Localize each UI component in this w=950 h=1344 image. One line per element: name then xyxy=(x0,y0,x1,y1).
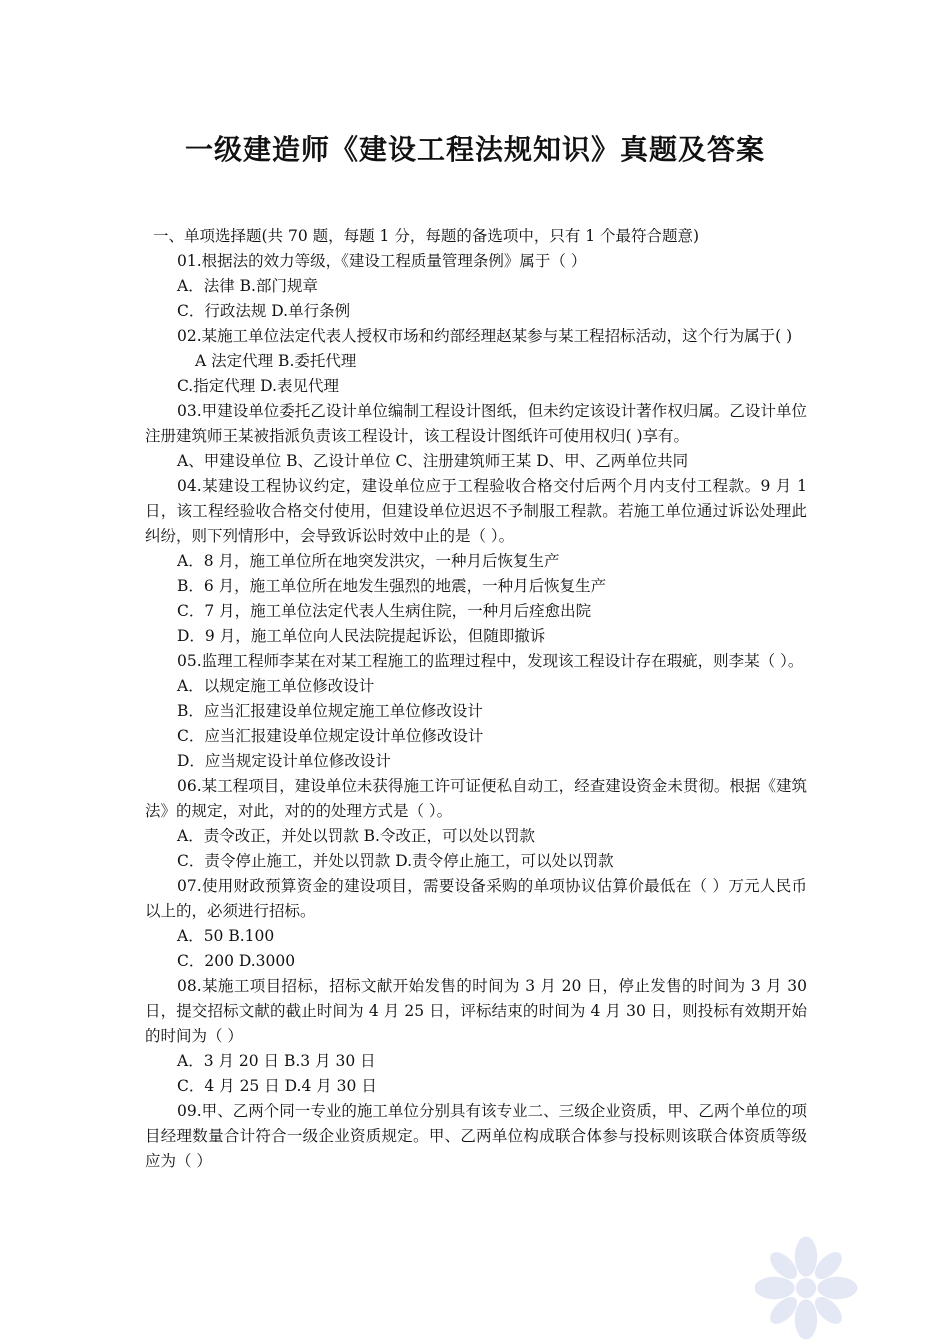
snowflake-watermark-icon xyxy=(750,1232,862,1344)
question-option: A．8 月，施工单位所在地突发洪灾，一种月后恢复生产 xyxy=(177,552,560,570)
question-option: D．9 月，施工单位向人民法院提起诉讼，但随即撤诉 xyxy=(177,627,546,645)
question-option: D．应当规定设计单位修改设计 xyxy=(177,752,391,770)
question-option: A．50 B.100 xyxy=(177,927,275,945)
question-stem: 01.根据法的效力等级，《建设工程质量管理条例》属于（ ） xyxy=(177,252,587,270)
question-option: A．责令改正，并处以罚款 B.令改正，可以处以罚款 xyxy=(177,827,535,845)
question-stem: 03.甲建设单位委托乙设计单位编制工程设计图纸，但未约定该设计著作权归属。乙设计单位注册建筑师王某被指派负责该工程设计，该工程设计图纸许可使用权归( )享有。 xyxy=(145,402,807,445)
section-heading: 一、单项选择题(共 70 题，每题 1 分，每题的备选项中，只有 1 个最符合题意) xyxy=(153,227,700,245)
question-option: A、甲建设单位 B、乙设计单位 C、注册建筑师王某 D、甲、乙两单位共同 xyxy=(177,452,689,470)
question-stem: 09.甲、乙两个同一专业的施工单位分别具有该专业二、三级企业资质，甲、乙两个单位的项目经理数量合计符合一级企业资质规定。甲、乙两单位构成联合体参与投标则该联合体资质等级应为（ ） xyxy=(145,1102,807,1170)
document-body xyxy=(145,224,807,1174)
question-option: B．6 月，施工单位所在地发生强烈的地震，一种月后恢复生产 xyxy=(177,577,607,595)
question-option: C．应当汇报建设单位规定设计单位修改设计 xyxy=(177,727,484,745)
question-option: C.指定代理 D.表见代理 xyxy=(177,377,339,395)
question-option: C．4 月 25 日 D.4 月 30 日 xyxy=(177,1077,377,1095)
question-option: B．应当汇报建设单位规定施工单位修改设计 xyxy=(177,702,483,720)
question-stem: 06.某工程项目，建设单位未获得施工许可证便私自动工，经查建设资金未贯彻。根据《建筑法》的规定，对此，对的的处理方式是（ ）。 xyxy=(145,777,807,820)
question-option: A．3 月 20 日 B.3 月 30 日 xyxy=(177,1052,376,1070)
document-title: 一级建造师《建设工程法规知识》真题及答案 xyxy=(184,133,765,166)
question-option: A．法律 B.部门规章 xyxy=(177,277,318,295)
question-stem: 07.使用财政预算资金的建设项目，需要设备采购的单项协议估算价最低在（ ）万元人民币以上的，必须进行招标。 xyxy=(145,877,807,920)
question-stem: 05.监理工程师李某在对某工程施工的监理过程中，发现该工程设计存在瑕疵，则李某（ ）。 xyxy=(177,652,804,670)
question-option: A．以规定施工单位修改设计 xyxy=(177,677,375,695)
question-stem: 02.某施工单位法定代表人授权市场和约部经理赵某参与某工程招标活动，这个行为属于( ) xyxy=(177,327,793,345)
question-stem: 04.某建设工程协议约定，建设单位应于工程验收合格交付后两个月内支付工程款。9 月 1 日，该工程经验收合格交付使用，但建设单位迟迟不予制服工程款。若施工单位通过诉讼处理此纠纷，则下列情形中，会导致诉讼时效中止的是（ ）。 xyxy=(145,477,807,545)
question-option: C．行政法规 D.单行条例 xyxy=(177,302,351,320)
question-option: A 法定代理 B.委托代理 xyxy=(195,352,357,370)
question-option: C．200 D.3000 xyxy=(177,952,296,970)
question-option: C．7 月，施工单位法定代表人生病住院，一种月后痊愈出院 xyxy=(177,602,592,620)
question-option: C．责令停止施工，并处以罚款 D.责令停止施工，可以处以罚款 xyxy=(177,852,614,870)
question-stem: 08.某施工项目招标，招标文献开始发售的时间为 3 月 20 日，停止发售的时间为 3 月 30 日，提交招标文献的截止时间为 4 月 25 日，评标结束的时间为 4 月 30 日，则投标有效期开始的时间为（ ） xyxy=(145,977,807,1045)
